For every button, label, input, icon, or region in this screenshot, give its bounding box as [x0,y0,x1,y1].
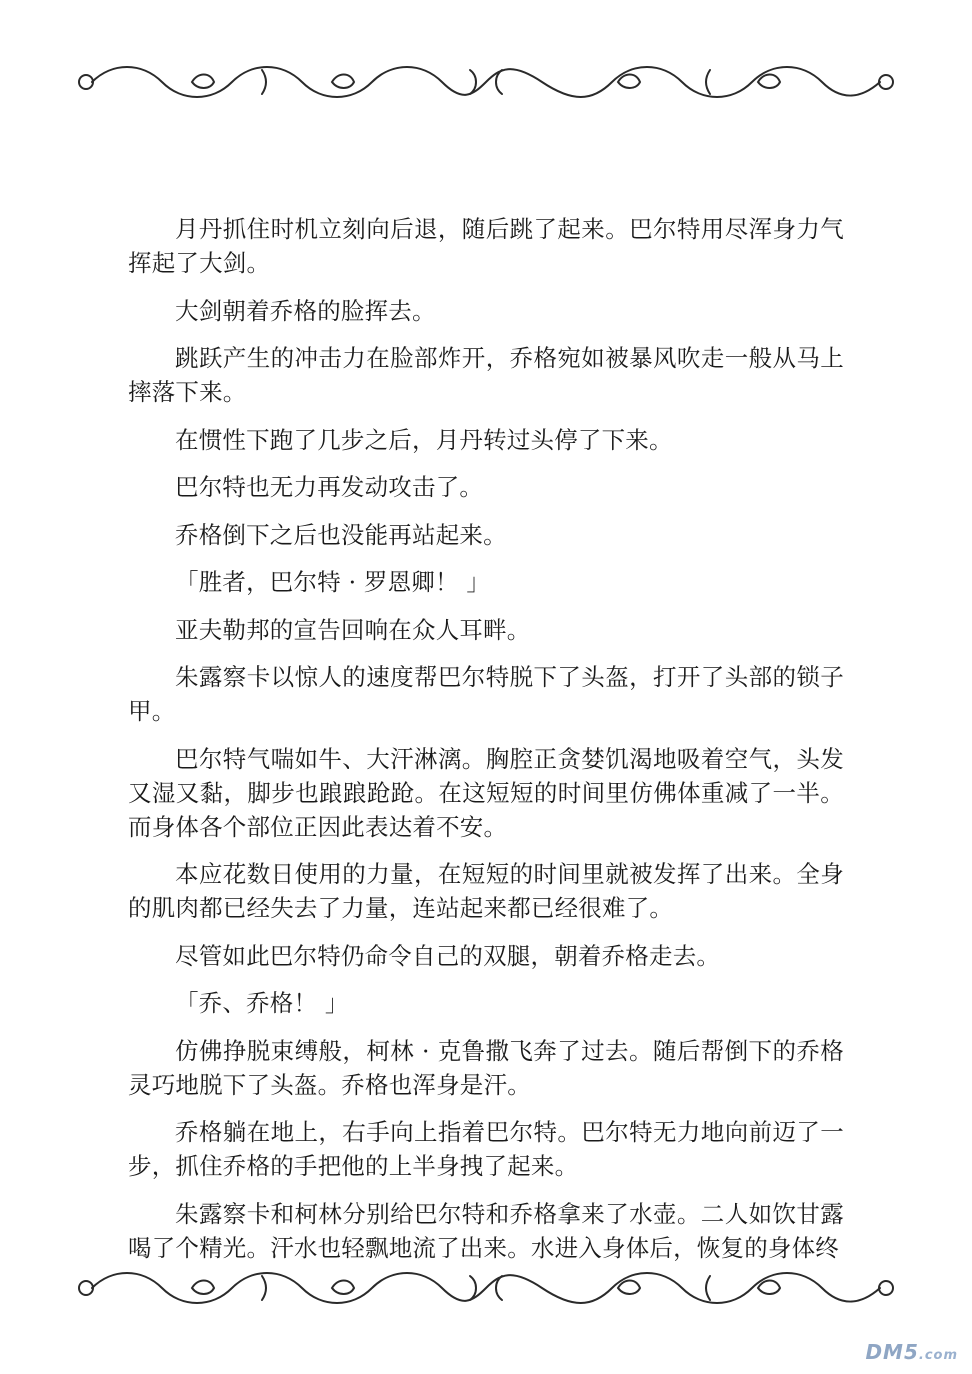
dialogue-paragraph: 「胜者，巴尔特 · 罗恩卿！ 」 [175,568,491,596]
paragraph: 乔格倒下之后也没能再站起来。 [175,520,507,549]
paragraph: 大剑朝着乔格的脸挥去。 [175,296,436,325]
paragraph: 月丹抓住时机立刻向后退，随后跳了起来。巴尔特用尽浑身力气挥起了大剑。 [128,215,844,277]
site-watermark-logo [865,1340,958,1364]
paragraph: 朱露察卡和柯林分别给巴尔特和乔格拿来了水壶。二人如饮甘露喝了个精光。汗水也轻飘地流了出来。水进入身体后，恢复的身体终 [128,1199,844,1262]
paragraph: 巴尔特气喘如牛、大汗淋漓。胸腔正贪婪饥渴地吸着空气，头发又湿又黏，脚步也踉踉跄跄。在这短短的时间里仿佛体重减了一半。而身体各个部位正因此表达着不安。 [128,744,844,841]
paragraph: 在惯性下跑了几步之后，月丹转过头停了下来。 [175,425,673,454]
paragraph: 亚夫勒邦的宣告回响在众人耳畔。 [175,615,531,644]
body-text [128,212,844,1278]
watermark-sub-text: .com [918,1348,958,1363]
dialogue-paragraph: 「乔、乔格！ 」 [175,989,349,1017]
paragraph: 朱露察卡以惊人的速度帮巴尔特脱下了头盔，打开了头部的锁子甲。 [128,663,844,725]
paragraph: 乔格躺在地上，右手向上指着巴尔特。巴尔特无力地向前迈了一步，抓住乔格的手把他的上半身拽了起来。 [128,1118,844,1180]
paragraph: 仿佛挣脱束缚般，柯林 · 克鲁撒飞奔了过去。随后帮倒下的乔格灵巧地脱下了头盔。乔格也浑身是汗。 [128,1036,844,1099]
paragraph: 本应花数日使用的力量，在短短的时间里就被发挥了出来。全身的肌肉都已经失去了力量，连站起来都已经很难了。 [128,860,844,922]
paragraph: 跳跃产生的冲击力在脸部炸开，乔格宛如被暴风吹走一般从马上摔落下来。 [128,344,844,406]
watermark-main-text: DM5 [865,1340,919,1364]
paragraph: 巴尔特也无力再发动攻击了。 [175,473,484,501]
ornamental-border-bottom [72,1258,900,1320]
paragraph: 尽管如此巴尔特仍命令自己的双腿，朝着乔格走去。 [175,941,721,970]
ornamental-border-top [72,52,900,114]
